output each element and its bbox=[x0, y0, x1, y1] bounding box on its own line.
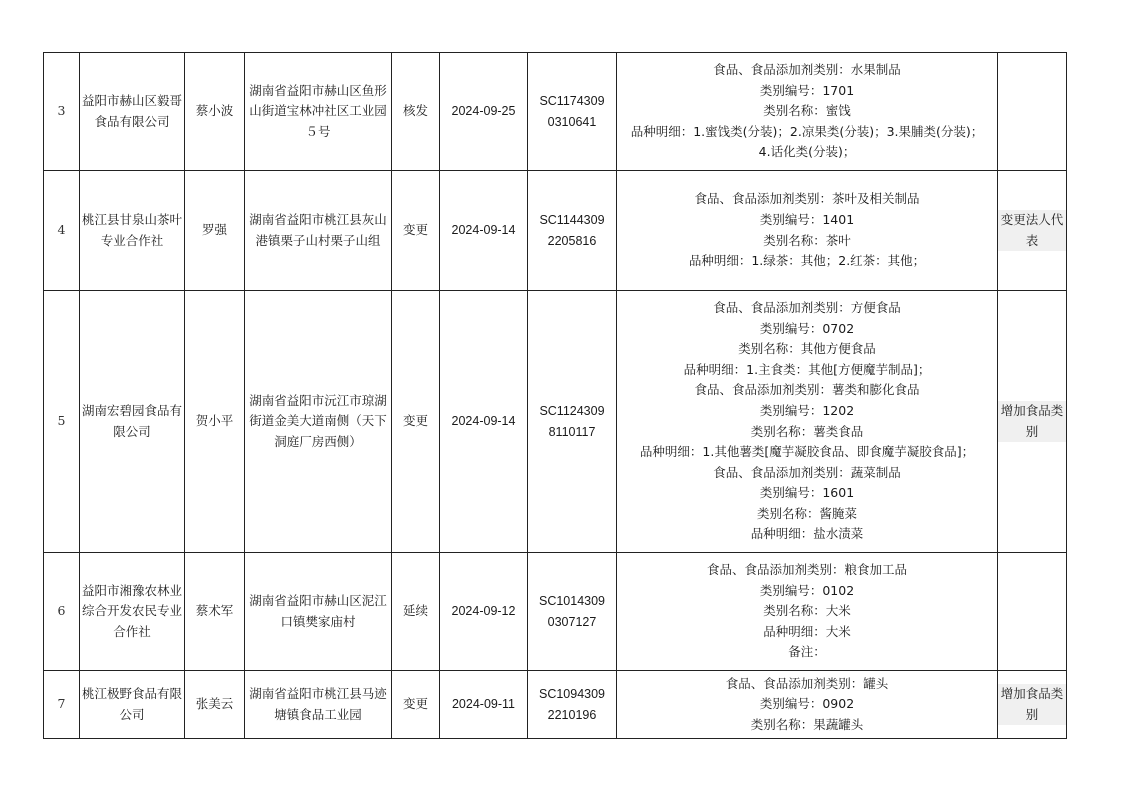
detail-line: 类别编号：1202 bbox=[759, 402, 855, 418]
detail-line: 食品、食品添加剂类别：薯类和膨化食品 bbox=[694, 382, 920, 398]
license-number-part1: SC1094309 bbox=[538, 686, 606, 701]
detail-line: 类别名称：果蔬罐头 bbox=[750, 716, 864, 732]
legal-representative: 蔡术军 bbox=[185, 553, 245, 671]
license-number-part2: 0307127 bbox=[547, 614, 597, 629]
legal-representative: 贺小平 bbox=[185, 291, 245, 553]
production-address: 湖南省益阳市沅江市琼湖街道金美大道南侧（天下洞庭厂房西侧） bbox=[245, 291, 392, 553]
detail-line: 4.话化类(分装)； bbox=[758, 144, 856, 160]
license-number-part2: 2210196 bbox=[547, 707, 597, 722]
remark bbox=[998, 171, 1067, 291]
row-index: 5 bbox=[44, 291, 80, 553]
license-number bbox=[528, 171, 617, 291]
table-row bbox=[44, 671, 1067, 739]
detail-line: 类别编号：1401 bbox=[759, 211, 855, 227]
issue-date: 2024-09-11 bbox=[440, 671, 528, 739]
detail-line: 类别名称：酱腌菜 bbox=[756, 505, 857, 521]
production-address: 湖南省益阳市桃江县马迹塘镇食品工业园 bbox=[245, 671, 392, 739]
license-number-part2: 8110117 bbox=[548, 424, 596, 439]
row-index: 7 bbox=[44, 671, 80, 739]
license-number-part1: SC1174309 bbox=[539, 93, 605, 108]
production-address: 湖南省益阳市赫山区泥江口镇樊家庙村 bbox=[245, 553, 392, 671]
license-number bbox=[528, 291, 617, 553]
row-index: 4 bbox=[44, 171, 80, 291]
row-index: 6 bbox=[44, 553, 80, 671]
production-address: 湖南省益阳市赫山区鱼形山街道宝林冲社区工业园５号 bbox=[245, 53, 392, 171]
detail-line: 食品、食品添加剂类别：茶叶及相关制品 bbox=[694, 191, 920, 207]
remark-text: 变更法人代表 bbox=[998, 210, 1066, 251]
license-table bbox=[43, 52, 1067, 739]
remark bbox=[998, 53, 1067, 171]
legal-representative: 张美云 bbox=[185, 671, 245, 739]
company-name: 桃江县甘泉山茶叶专业合作社 bbox=[80, 171, 185, 291]
license-number bbox=[528, 671, 617, 739]
detail-line: 类别编号：0902 bbox=[759, 696, 855, 712]
remark bbox=[998, 553, 1067, 671]
license-number-part1: SC1014309 bbox=[538, 593, 606, 608]
license-number bbox=[528, 553, 617, 671]
company-name: 益阳市赫山区毅哥食品有限公司 bbox=[80, 53, 185, 171]
table-row bbox=[44, 53, 1067, 171]
detail-line: 类别名称：其他方便食品 bbox=[738, 341, 876, 357]
detail-line: 品种明细：盐水渍菜 bbox=[750, 526, 864, 542]
detail-line: 类别编号：0102 bbox=[759, 582, 855, 598]
table-row bbox=[44, 291, 1067, 553]
issue-date: 2024-09-25 bbox=[440, 53, 528, 171]
license-number bbox=[528, 53, 617, 171]
detail-line: 备注： bbox=[788, 644, 826, 660]
company-name: 益阳市湘豫农林业综合开发农民专业合作社 bbox=[80, 553, 185, 671]
license-number-part1: SC1124309 bbox=[539, 403, 605, 418]
food-category-details bbox=[617, 53, 998, 171]
production-address: 湖南省益阳市桃江县灰山港镇栗子山村栗子山组 bbox=[245, 171, 392, 291]
issue-date: 2024-09-14 bbox=[440, 291, 528, 553]
food-category-details bbox=[617, 291, 998, 553]
permit-type: 核发 bbox=[392, 53, 440, 171]
food-category-details bbox=[617, 171, 998, 291]
detail-line: 食品、食品添加剂类别：水果制品 bbox=[713, 62, 901, 78]
table-row bbox=[44, 171, 1067, 291]
detail-line: 类别编号：1701 bbox=[759, 82, 855, 98]
legal-representative: 蔡小波 bbox=[185, 53, 245, 171]
detail-line: 类别名称：蜜饯 bbox=[763, 103, 851, 119]
detail-line: 类别名称：薯类食品 bbox=[750, 423, 864, 439]
detail-line: 食品、食品添加剂类别：方便食品 bbox=[713, 299, 901, 315]
detail-line: 类别编号：0702 bbox=[759, 320, 855, 336]
detail-line: 食品、食品添加剂类别：罐头 bbox=[725, 675, 889, 691]
remark bbox=[998, 671, 1067, 739]
detail-line: 类别名称：茶叶 bbox=[763, 232, 851, 248]
detail-line: 品种明细：1.其他薯类[魔芋凝胶食品、即食魔芋凝胶食品]； bbox=[639, 444, 975, 460]
issue-date: 2024-09-14 bbox=[440, 171, 528, 291]
license-number-part2: 0310641 bbox=[547, 114, 597, 129]
issue-date: 2024-09-12 bbox=[440, 553, 528, 671]
permit-type: 变更 bbox=[392, 671, 440, 739]
permit-type: 变更 bbox=[392, 291, 440, 553]
detail-line: 食品、食品添加剂类别：蔬菜制品 bbox=[713, 464, 901, 480]
permit-type: 延续 bbox=[392, 553, 440, 671]
food-category-details bbox=[617, 553, 998, 671]
remark bbox=[998, 291, 1067, 553]
legal-representative: 罗强 bbox=[185, 171, 245, 291]
remark-text: 增加食品类别 bbox=[998, 401, 1066, 442]
row-index: 3 bbox=[44, 53, 80, 171]
detail-line: 品种明细：1.蜜饯类(分装)；2.凉果类(分装)；3.果脯类(分装)； bbox=[630, 123, 984, 139]
table-body bbox=[44, 53, 1067, 739]
detail-line: 品种明细：1.绿茶：其他；2.红茶：其他； bbox=[688, 253, 926, 269]
table-row bbox=[44, 553, 1067, 671]
company-name: 桃江极野食品有限公司 bbox=[80, 671, 185, 739]
company-name: 湖南宏碧园食品有限公司 bbox=[80, 291, 185, 553]
detail-line: 类别名称：大米 bbox=[763, 603, 851, 619]
detail-line: 类别编号：1601 bbox=[759, 485, 855, 501]
permit-type: 变更 bbox=[392, 171, 440, 291]
remark-text: 增加食品类别 bbox=[998, 684, 1066, 725]
food-category-details bbox=[617, 671, 998, 739]
detail-line: 品种明细：1.主食类：其他[方便魔芋制品]； bbox=[683, 361, 931, 377]
detail-line: 食品、食品添加剂类别：粮食加工品 bbox=[706, 562, 907, 578]
detail-line: 品种明细：大米 bbox=[763, 623, 851, 639]
license-number-part1: SC1144309 bbox=[539, 212, 605, 227]
license-number-part2: 2205816 bbox=[547, 233, 597, 248]
